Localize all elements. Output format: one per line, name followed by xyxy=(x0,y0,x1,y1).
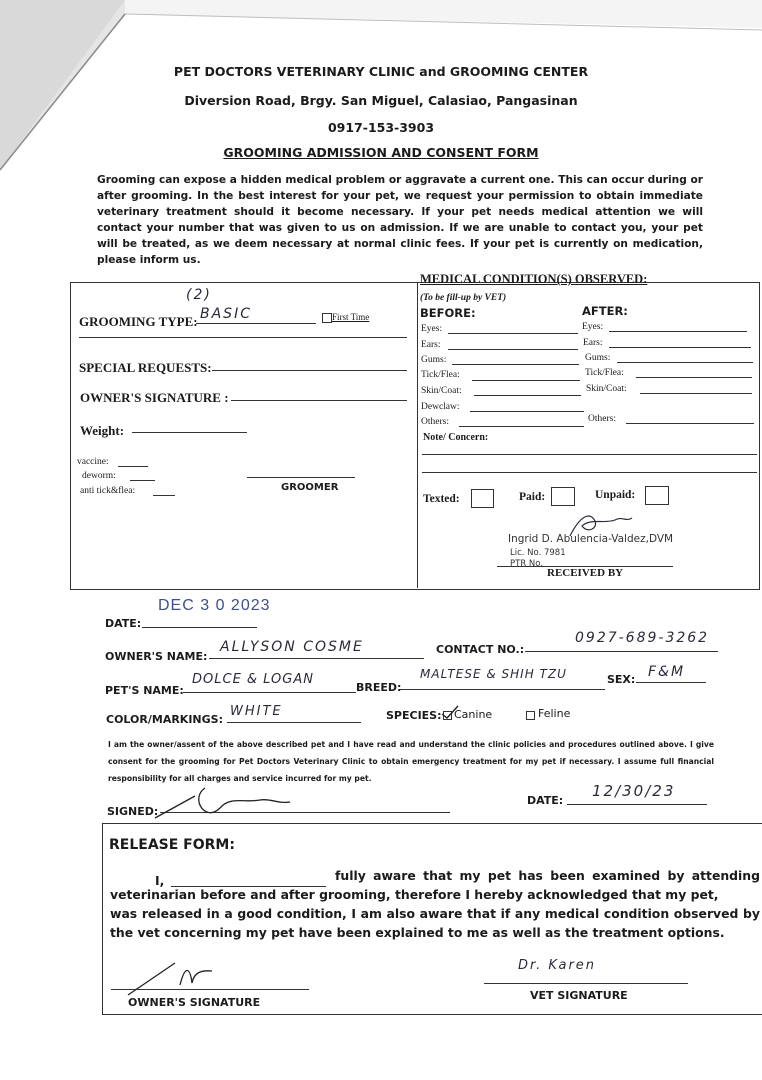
owner-sig-label: OWNER'S SIGNATURE xyxy=(128,996,261,1009)
first-time-label: First Time xyxy=(332,312,370,322)
contact-value: 0927-689-3262 xyxy=(575,630,710,646)
release-text-1: I, xyxy=(155,873,165,888)
groomer-label: GROOMER xyxy=(281,482,339,493)
before-label: BEFORE: xyxy=(420,306,476,320)
vet-sig-label: VET SIGNATURE xyxy=(530,989,628,1002)
date-label: DATE: xyxy=(105,617,142,630)
feline-label: Feline xyxy=(538,707,571,720)
before-item: Others: xyxy=(421,417,449,427)
grooming-type-value: BASIC xyxy=(200,306,252,322)
date-stamp: DEC 3 0 2023 xyxy=(158,597,271,614)
before-item: Dewclaw: xyxy=(421,402,460,412)
breed-label: BREED: xyxy=(356,681,402,694)
vet-license: Lic. No. 7981 xyxy=(510,548,566,558)
sex-label: SEX: xyxy=(607,673,636,686)
before-item-line xyxy=(459,426,584,427)
species-label: SPECIES: xyxy=(386,709,442,722)
date2-value: 12/30/23 xyxy=(592,782,676,800)
signed-label: SIGNED: xyxy=(107,805,159,818)
owner-signature-scribble xyxy=(150,778,310,828)
intro-paragraph: Grooming can expose a hidden medical problem or aggravate a current one. This can occur during or after grooming. In the best interest for your pet, we request your permission to obtain immediate veterinary treatment should it become necessary. If your pet needs medical attention we will contact your number that was given to us on admission. If we are unable to contact you, your pet will be treated, as we deem necessary at normal clinic fees. If your pet is currently on medication, please inform us. xyxy=(97,174,703,266)
sex-line xyxy=(636,682,706,683)
pet-name-line xyxy=(183,692,356,693)
note-line-2 xyxy=(422,472,757,473)
color-line xyxy=(227,722,361,723)
contact-label: CONTACT NO.: xyxy=(436,643,525,656)
after-item-line xyxy=(617,362,753,363)
breed-value: MALTESE & SHIH TZU xyxy=(420,667,567,681)
contact-line xyxy=(525,651,718,652)
special-requests-line xyxy=(212,370,407,371)
date2-line xyxy=(567,804,707,805)
grooming-type-line-2 xyxy=(79,337,407,338)
after-item-line xyxy=(626,423,754,424)
form-title: GROOMING ADMISSION AND CONSENT FORM xyxy=(223,145,539,160)
vet-name: Ingrid D. Abulencia-Valdez,DVM xyxy=(508,533,674,545)
color-label: COLOR/MARKINGS: xyxy=(106,713,223,726)
weight-label: Weight: xyxy=(80,423,125,438)
vaccine-line xyxy=(118,466,148,467)
clinic-name: PET DOCTORS VETERINARY CLINIC and GROOMING CENTER xyxy=(173,64,589,79)
before-item-line xyxy=(474,395,581,396)
owner-name-line xyxy=(209,658,424,659)
medical-subtitle: (To be fill-up by VET) xyxy=(420,293,507,303)
pet-name-label: PET'S NAME: xyxy=(105,684,184,697)
note-line-1 xyxy=(422,454,757,455)
anti-tick-label: anti tick&flea: xyxy=(80,486,136,496)
after-item: Skin/Coat: xyxy=(586,384,627,394)
first-time-checkbox[interactable] xyxy=(322,313,332,323)
owner-name-value: ALLYSON COSME xyxy=(220,639,364,655)
weight-line xyxy=(132,432,247,433)
consent-paragraph: I am the owner/assent of the above described pet and I have read and understand the clinic policies and procedures outlined above. I give consent for the grooming for Pet Doctors Veterinary Clinic to obtain emergency treatment for my pet if necessary. I assume full financial responsibility for all charges and service incurred for my pet. xyxy=(108,740,714,783)
vet-sig-line xyxy=(484,983,688,984)
before-item: Gums: xyxy=(421,355,447,365)
vet-ptr: PTR No. xyxy=(510,559,544,569)
after-item-line xyxy=(609,347,751,348)
clinic-address: Diversion Road, Brgy. San Miguel, Calasiao, Pangasinan xyxy=(184,93,578,108)
paid-checkbox[interactable] xyxy=(551,487,575,506)
deworm-label: deworm: xyxy=(82,471,116,481)
release-title: RELEASE FORM: xyxy=(109,837,235,853)
owner-signature-line xyxy=(231,400,407,401)
date2-label: DATE: xyxy=(527,794,564,807)
after-item-line xyxy=(636,377,752,378)
note-label: Note/ Concern: xyxy=(423,432,489,443)
after-item: Eyes: xyxy=(582,322,604,332)
before-item-line xyxy=(448,349,578,350)
pet-name-value: DOLCE & LOGAN xyxy=(192,672,314,687)
owner-name-label: OWNER'S NAME: xyxy=(105,650,208,663)
anti-tick-line xyxy=(153,495,175,496)
before-item-line xyxy=(472,380,580,381)
release-text-2: fully aware that my pet has been examined by attending veterinarian before and after grooming, therefore I hereby acknowledged that my pet, xyxy=(110,868,760,902)
before-item: Skin/Coat: xyxy=(421,386,462,396)
vet-sig-value: Dr. Karen xyxy=(518,958,597,973)
after-item-line xyxy=(640,393,752,394)
unpaid-checkbox[interactable] xyxy=(645,486,669,505)
owner-signature-label: OWNER'S SIGNATURE : xyxy=(80,390,229,405)
after-label: AFTER: xyxy=(582,304,628,318)
paid-label: Paid: xyxy=(519,491,546,503)
before-item-line xyxy=(448,333,578,334)
grooming-type-line xyxy=(196,323,316,324)
groomer-line xyxy=(247,477,355,478)
release-text-3: was released in a good condition, I am also aware that if any medical condition observed by the vet concerning my pet have been explained to me as well as the treatment options. xyxy=(110,906,760,940)
after-item: Others: xyxy=(588,414,616,424)
grooming-type-note: (2) xyxy=(186,287,212,303)
after-item: Ears: xyxy=(583,338,603,348)
before-item-line xyxy=(470,411,584,412)
sex-value: F&M xyxy=(648,664,686,680)
medical-title: MEDICAL CONDITION(S) OBSERVED: xyxy=(420,272,648,286)
after-item: Tick/Flea: xyxy=(585,368,624,378)
special-requests-label: SPECIAL REQUESTS: xyxy=(79,360,212,375)
after-item-line xyxy=(609,331,747,332)
before-item: Tick/Flea: xyxy=(421,370,460,380)
received-by-label: RECEIVED BY xyxy=(547,567,624,579)
vet-signature-scribble xyxy=(560,506,640,546)
breed-line xyxy=(400,689,605,690)
texted-checkbox[interactable] xyxy=(471,489,494,508)
canine-label: Canine xyxy=(454,708,493,721)
unpaid-label: Unpaid: xyxy=(595,489,636,501)
before-item-line xyxy=(452,364,579,365)
grooming-type-label: GROOMING TYPE: xyxy=(79,314,198,329)
after-item: Gums: xyxy=(585,353,611,363)
feline-checkbox[interactable] xyxy=(526,711,535,720)
before-item: Ears: xyxy=(421,340,441,350)
deworm-line xyxy=(130,480,155,481)
vaccine-label: vaccine: xyxy=(77,457,109,467)
box-divider xyxy=(417,282,418,588)
clinic-phone: 0917-153-3903 xyxy=(327,120,435,135)
date-line xyxy=(142,627,257,628)
texted-label: Texted: xyxy=(423,493,460,505)
color-value: WHITE xyxy=(230,704,283,719)
before-item: Eyes: xyxy=(421,324,443,334)
